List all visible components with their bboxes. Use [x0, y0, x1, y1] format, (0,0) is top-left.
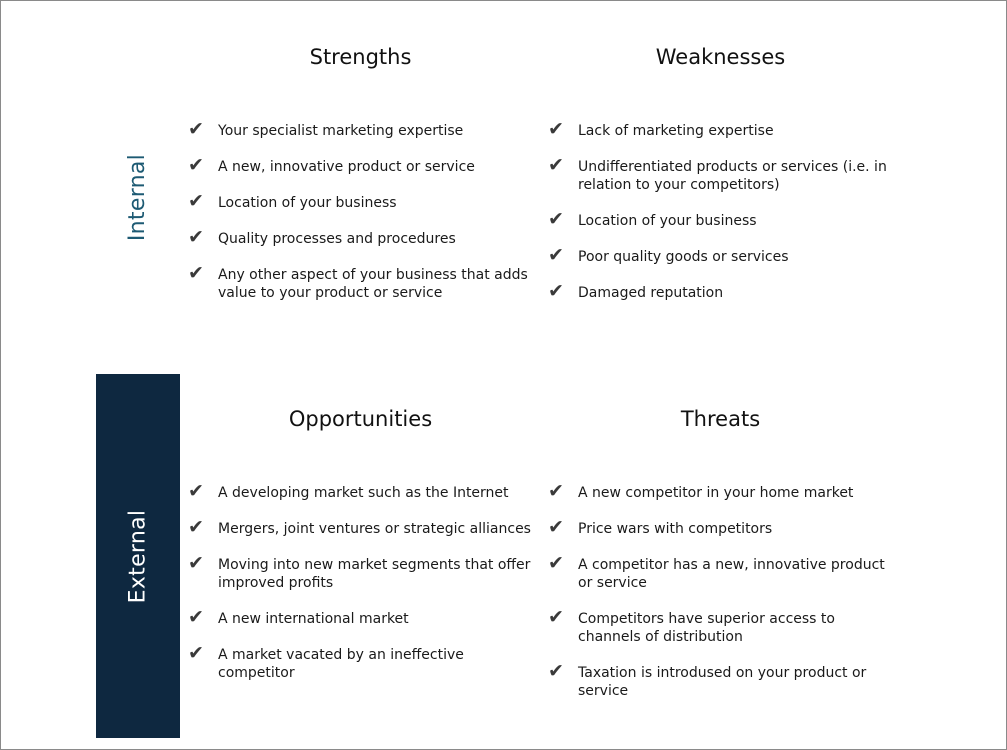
item-text: Undifferentiated products or services (i.e. in relation to your competitors)	[578, 159, 887, 193]
weaknesses-title: Weaknesses	[655, 45, 786, 69]
item-text: Any other aspect of your business that adds value to your product or service	[218, 267, 528, 301]
list-item	[548, 118, 893, 140]
list-item	[548, 154, 893, 194]
check-mark-icon: ✔	[548, 154, 564, 176]
check-mark-icon: ✔	[548, 118, 564, 140]
strengths-list	[188, 118, 533, 302]
list-item	[548, 244, 893, 266]
list-item	[548, 280, 893, 302]
list-item	[548, 606, 893, 646]
check-mark-icon: ✔	[548, 516, 564, 538]
weaknesses-quadrant	[548, 40, 893, 320]
check-mark-icon: ✔	[548, 208, 564, 230]
check-mark-icon: ✔	[188, 480, 204, 502]
item-text: A new competitor in your home market	[578, 485, 854, 501]
opportunities-quadrant	[188, 402, 533, 700]
list-item	[188, 262, 533, 302]
list-item	[188, 516, 533, 538]
item-text: A new, innovative product or service	[218, 159, 475, 175]
strengths-title: Strengths	[309, 45, 412, 69]
check-mark-icon: ✔	[548, 480, 564, 502]
check-mark-icon: ✔	[188, 190, 204, 212]
list-item	[188, 606, 533, 628]
check-mark-icon: ✔	[548, 660, 564, 682]
check-mark-icon: ✔	[188, 154, 204, 176]
item-text: Moving into new market segments that offer improved profits	[218, 557, 531, 591]
list-item	[548, 552, 893, 592]
check-mark-icon: ✔	[188, 606, 204, 628]
list-item	[188, 118, 533, 140]
item-text: A developing market such as the Internet	[218, 485, 509, 501]
list-item	[548, 660, 893, 700]
check-mark-icon: ✔	[548, 280, 564, 302]
threats-quadrant	[548, 402, 893, 718]
list-item	[188, 552, 533, 592]
check-mark-icon: ✔	[188, 118, 204, 140]
item-text: Poor quality goods or services	[578, 249, 789, 265]
list-item	[548, 516, 893, 538]
item-text: A new international market	[218, 611, 409, 627]
list-item	[548, 208, 893, 230]
item-text: Lack of marketing expertise	[578, 123, 774, 139]
check-mark-icon: ✔	[548, 552, 564, 574]
check-mark-icon: ✔	[188, 262, 204, 284]
check-mark-icon: ✔	[188, 642, 204, 664]
list-item	[188, 642, 533, 682]
item-text: Damaged reputation	[578, 285, 724, 301]
item-text: Competitors have superior access to channels of distribution	[578, 611, 835, 645]
internal-band	[96, 40, 180, 354]
item-text: Location of your business	[218, 195, 397, 211]
strengths-quadrant	[188, 40, 533, 320]
threats-list	[548, 480, 893, 700]
list-item	[548, 480, 893, 502]
item-text: Quality processes and procedures	[218, 231, 456, 247]
external-band	[96, 374, 180, 738]
item-text: Location of your business	[578, 213, 757, 229]
item-text: Price wars with competitors	[578, 521, 773, 537]
threats-title: Threats	[680, 407, 761, 431]
external-label: External	[125, 509, 151, 603]
item-text: Mergers, joint ventures or strategic alliances	[218, 521, 531, 537]
check-mark-icon: ✔	[188, 516, 204, 538]
opportunities-title: Opportunities	[288, 407, 433, 431]
check-mark-icon: ✔	[548, 244, 564, 266]
weaknesses-list	[548, 118, 893, 302]
check-mark-icon: ✔	[548, 606, 564, 628]
check-mark-icon: ✔	[188, 226, 204, 248]
list-item	[188, 154, 533, 176]
item-text: A market vacated by an ineffective competitor	[218, 647, 464, 681]
list-item	[188, 226, 533, 248]
list-item	[188, 480, 533, 502]
item-text: Taxation is introdused on your product or service	[578, 665, 867, 699]
check-mark-icon: ✔	[188, 552, 204, 574]
internal-label: Internal	[125, 153, 151, 241]
item-text: Your specialist marketing expertise	[218, 123, 464, 139]
list-item	[188, 190, 533, 212]
item-text: A competitor has a new, innovative product or service	[578, 557, 885, 591]
opportunities-list	[188, 480, 533, 682]
